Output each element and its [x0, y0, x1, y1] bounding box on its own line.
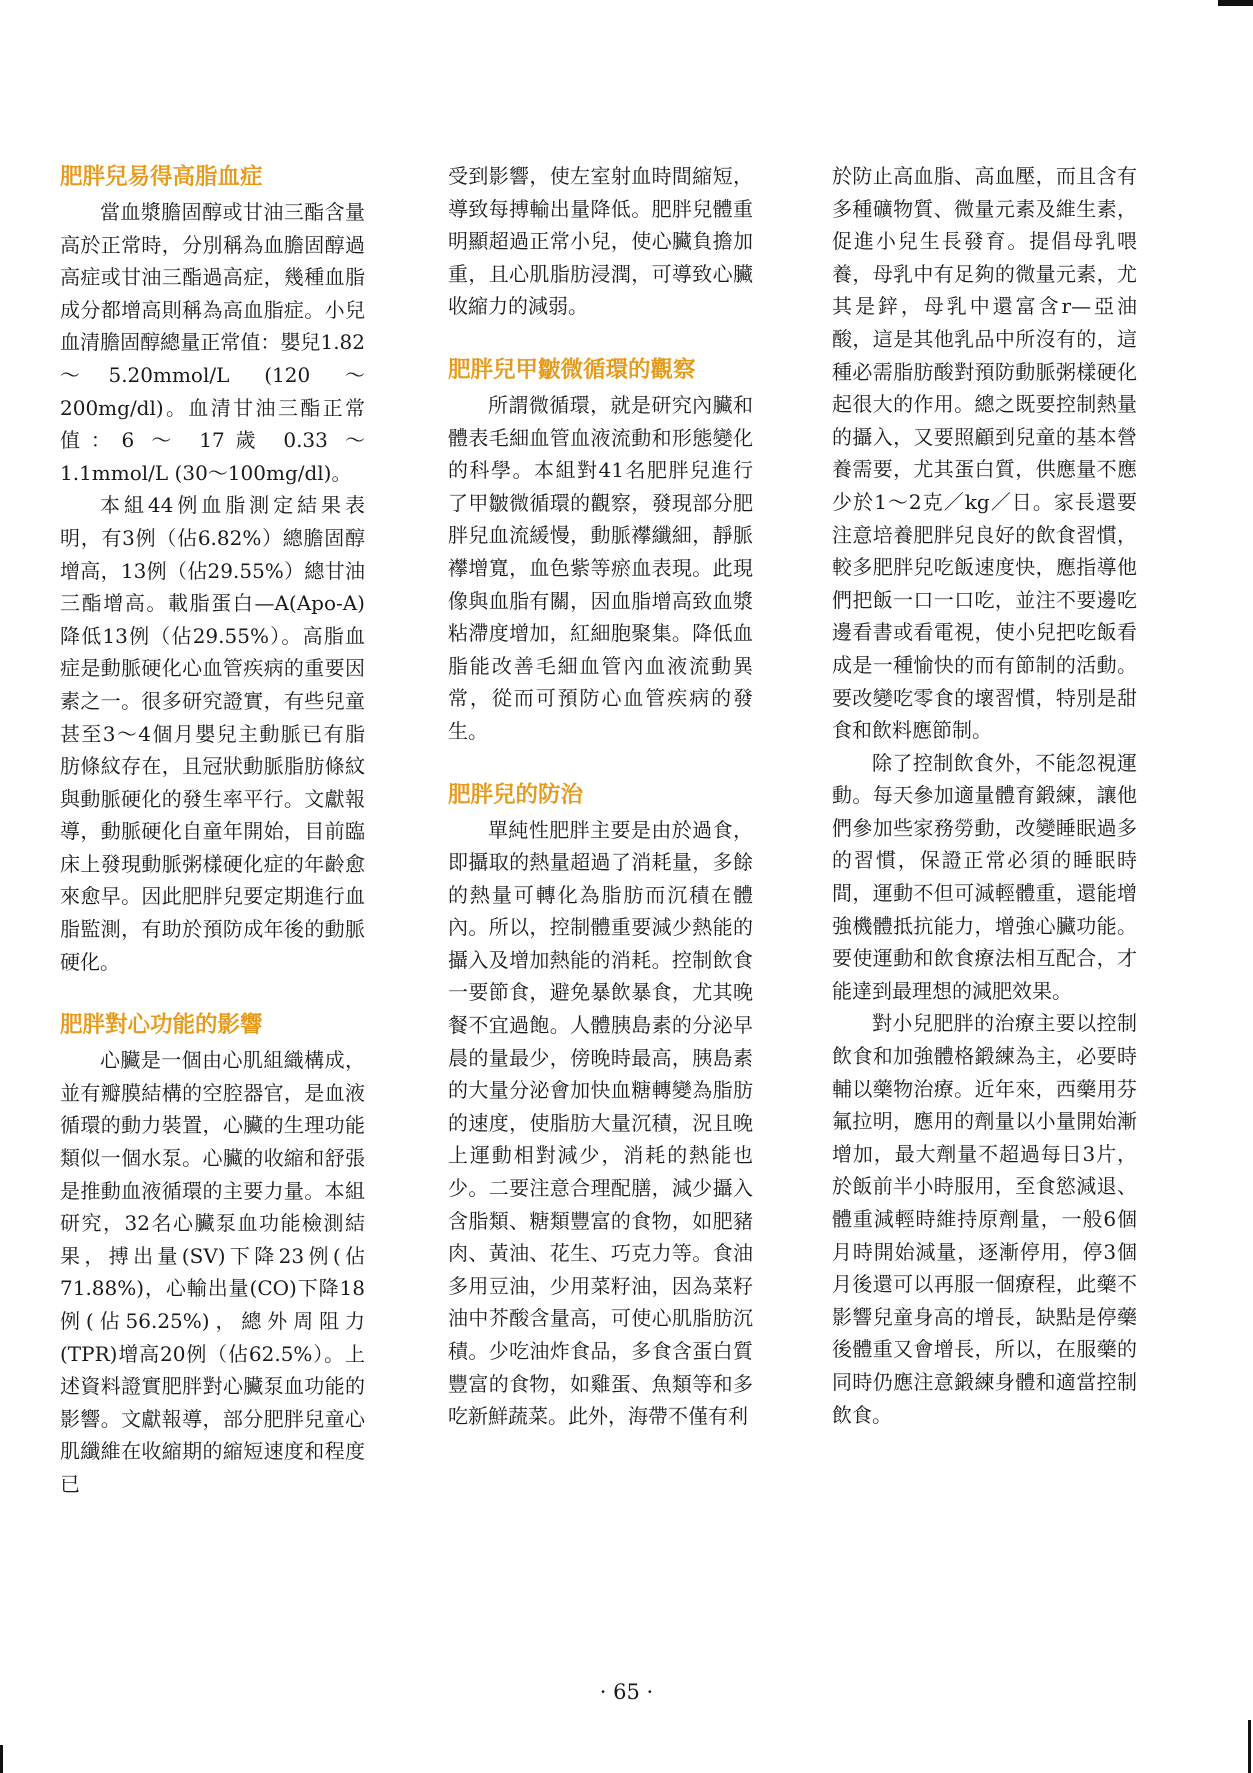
scan-edge-mark	[1248, 1720, 1251, 1773]
scan-edge-mark	[0, 1745, 3, 1773]
paragraph: 除了控制飲食外，不能忽視運動。每天參加適量體育鍛練，讓他們參加些家務勞動，改變睡眠過多的習慣，保證正常必須的睡眠時間，運動不但可減輕體重，還能增強機體抵抗能力，增強心臟功能。要使運動和飲食療法相互配合，才能達到最理想的減肥效果。	[832, 750, 1137, 1003]
scan-edge-mark	[1218, 0, 1253, 6]
paragraph: 受到影響，使左室射血時間縮短，導致每搏輸出量降低。肥胖兒體重明顯超過正常小兒，使心臟負擔加重，且心肌脂肪浸潤，可導致心臟收縮力的減弱。	[448, 164, 753, 319]
section-heading-microcirculation: 肥胖兒甲皺微循環的觀察	[448, 356, 696, 383]
paragraph: 對小兒肥胖的治療主要以控制飲食和加強體格鍛練為主，必要時輔以藥物治療。近年來，西藥用芬氟拉明，應用的劑量以小量開始漸增加，最大劑量不超過每日3片，於飯前半小時服用，至食慾減退、體重減輕時維持原劑量，一般6個月時開始減量，逐漸停用，停3個月後還可以再服一個療程，此藥不影響兒童身高的增長，缺點是停藥後體重又會增長，所以，在服藥的同時仍應注意鍛練身體和適當控制飲食。	[832, 1011, 1137, 1427]
paragraph: 當血漿膽固醇或甘油三酯含量高於正常時，分別稱為血膽固醇過高症或甘油三酯過高症，幾種血脂成分都增高則稱為高血脂症。小兒血清膽固醇總量正常值：嬰兒1.82～5.20mmol/L (120 ～ 200mg/dl)。血清甘油三酯正常值：6 ～ 17歲 0.33 ～ 1.1mmol/L (30～100mg/dl)。	[60, 200, 365, 485]
paragraph: 心臟是一個由心肌組織構成，並有瓣膜結構的空腔器官，是血液循環的動力裝置，心臟的生理功能類似一個水泵。心臟的收縮和舒張是推動血液循環的主要力量。本組研究，32名心臟泵血功能檢測結果，搏出量(SV)下降23例(佔71.88%)，心輸出量(CO)下降18例(佔56.25%)，總外周阻力(TPR)增高20例（佔62.5%）。上述資料證實肥胖對心臟泵血功能的影響。文獻報導，部分肥胖兒童心肌纖維在收縮期的縮短速度和程度已	[60, 1048, 365, 1496]
section-heading-hyperlipidemia: 肥胖兒易得高脂血症	[60, 164, 263, 190]
paragraph: 於防止高血脂、高血壓，而且含有多種礦物質、微量元素及維生素，促進小兒生長發育。提倡母乳喂養，母乳中有足夠的微量元素，尤其是鋅，母乳中還富含r—亞油酸，這是其他乳品中所沒有的，這種必需脂肪酸對預防動脈粥樣硬化起很大的作用。總之既要控制熱量的攝入，又要照顧到兒童的基本營養需要，尤其蛋白質，供應量不應少於1～2克／kg／日。家長還要注意培養肥胖兒良好的飲食習慣，較多肥胖兒吃飯速度快，應指導他們把飯一口一口吃，並注不要邊吃邊看書或看電視，使小兒把吃飯看成是一種愉快的而有節制的活動。要改變吃零食的壞習慣，特別是甜食和飲料應節制。	[832, 164, 1137, 743]
page-number: · 65 ·	[599, 1680, 654, 1704]
paragraph: 所謂微循環，就是研究內臟和體表毛細血管血液流動和形態變化的科學。本組對41名肥胖兒進行了甲皺微循環的觀察，發現部分肥胖兒血流緩慢，動脈襻纖細，靜脈襻增寬，血色紫等瘀血表現。此現像與血脂有關，因血脂增高致血漿粘滯度增加，紅細胞聚集。降低血脂能改善毛細血管內血液流動異常，從而可預防心血管疾病的發生。	[448, 392, 753, 743]
column-1	[60, 160, 365, 1501]
column-3	[832, 160, 1137, 1431]
section-heading-heart-function: 肥胖對心功能的影響	[60, 1012, 263, 1039]
column-2	[448, 160, 753, 1433]
section-heading-prevention: 肥胖兒的防治	[448, 781, 584, 808]
paragraph: 單純性肥胖主要是由於過食，即攝取的熱量超過了消耗量，多餘的熱量可轉化為脂肪而沉積在體內。所以，控制體重要減少熱能的攝入及增加熱能的消耗。控制飲食一要節食，避免暴飲暴食，尤其晚餐不宜過飽。人體胰島素的分泌早晨的量最少，傍晚時最高，胰島素的大量分泌會加快血糖轉變為脂肪的速度，使脂肪大量沉積，況且晚上運動相對減少，消耗的熱能也少。二要注意合理配膳，減少攝入含脂類、糖類豐富的食物，如肥豬肉、黃油、花生、巧克力等。食油多用豆油，少用菜籽油，因為菜籽油中芥酸含量高，可使心肌脂肪沉積。少吃油炸食品，多食含蛋白質豐富的食物，如雞蛋、魚類等和多吃新鮮蔬菜。此外，海帶不僅有利	[448, 817, 753, 1429]
paragraph: 本組44例血脂測定結果表明，有3例（佔6.82%）總膽固醇增高，13例（佔29.55%）總甘油三酯增高。載脂蛋白—A(Apo-A)降低13例（佔29.55%）。高脂血症是動脈硬化心血管疾病的重要因素之一。很多研究證實，有些兒童甚至3～4個月嬰兒主動脈已有脂肪條紋存在，且冠狀動脈脂肪條紋與動脈硬化的發生率平行。文獻報導，動脈硬化自童年開始，目前臨床上發現動脈粥樣硬化症的年齡愈來愈早。因此肥胖兒要定期進行血脂監測，有助於預防成年後的動脈硬化。	[60, 493, 365, 974]
